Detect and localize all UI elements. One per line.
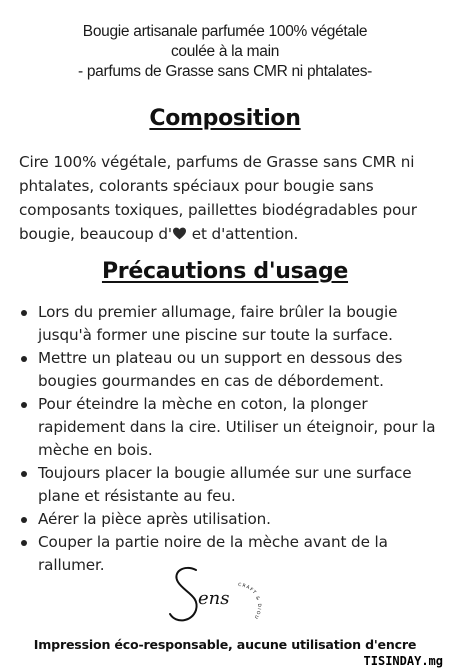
list-item-text: Toujours placer la bougie allumée sur une surface plane et résistante au feu. — [38, 464, 412, 505]
list-item-text: Lors du premier allumage, faire brûler la bougie jusqu'à former une piscine sur toute la surface. — [38, 303, 398, 344]
bullet-icon — [21, 540, 27, 546]
list-item-text: Couper la partie noire de la mèche avant de la rallumer. — [38, 533, 388, 574]
list-item — [19, 462, 439, 508]
composition-text — [19, 150, 439, 246]
bullet-icon — [21, 356, 27, 362]
intro-line-3: - parfums de Grasse sans CMR ni phtalates- — [77, 63, 373, 80]
list-item — [19, 301, 439, 347]
list-item — [19, 347, 439, 393]
precautions-list — [19, 301, 439, 577]
list-item-text: Pour éteindre la mèche en coton, la plonger rapidement dans la cire. Utiliser un éteignoir, pour la mèche en bois. — [38, 395, 436, 459]
intro-line-2: coulée à la main — [170, 43, 280, 60]
intro-line-1: Bougie artisanale parfumée 100% végétale — [82, 23, 368, 40]
list-item-text: Mettre un plateau ou un support en dessous des bougies gourmandes en cas de débordement. — [38, 349, 403, 390]
composition-text-main: Cire 100% végétale, parfums de Grasse sans CMR ni phtalates, colorants spéciaux pour bougie sans composants toxiques, paillettes biodégradables pour bougie, beaucoup d' — [19, 153, 417, 243]
svg-text:CRAFT & DIOUS: CRAFT & DIOU — [237, 582, 262, 620]
black-heart-icon — [172, 227, 187, 240]
bullet-icon — [21, 517, 27, 523]
sens-logo — [166, 562, 286, 632]
list-item — [19, 508, 439, 531]
watermark: TISINDAY.mg — [361, 653, 446, 669]
composition-text-end: et d'attention. — [187, 225, 299, 243]
svg-text:ens: ens — [198, 588, 230, 609]
bullet-icon — [21, 471, 27, 477]
intro-block — [0, 22, 450, 82]
bullet-icon — [21, 402, 27, 408]
footer-note: Impression éco-responsable, aucune utilisation d'encre — [33, 637, 417, 652]
composition-heading: Composition — [149, 106, 301, 131]
list-item-text: Aérer la pièce après utilisation. — [38, 510, 271, 528]
precautions-heading: Précautions d'usage — [101, 259, 349, 284]
bullet-icon — [21, 310, 27, 316]
list-item — [19, 393, 439, 462]
